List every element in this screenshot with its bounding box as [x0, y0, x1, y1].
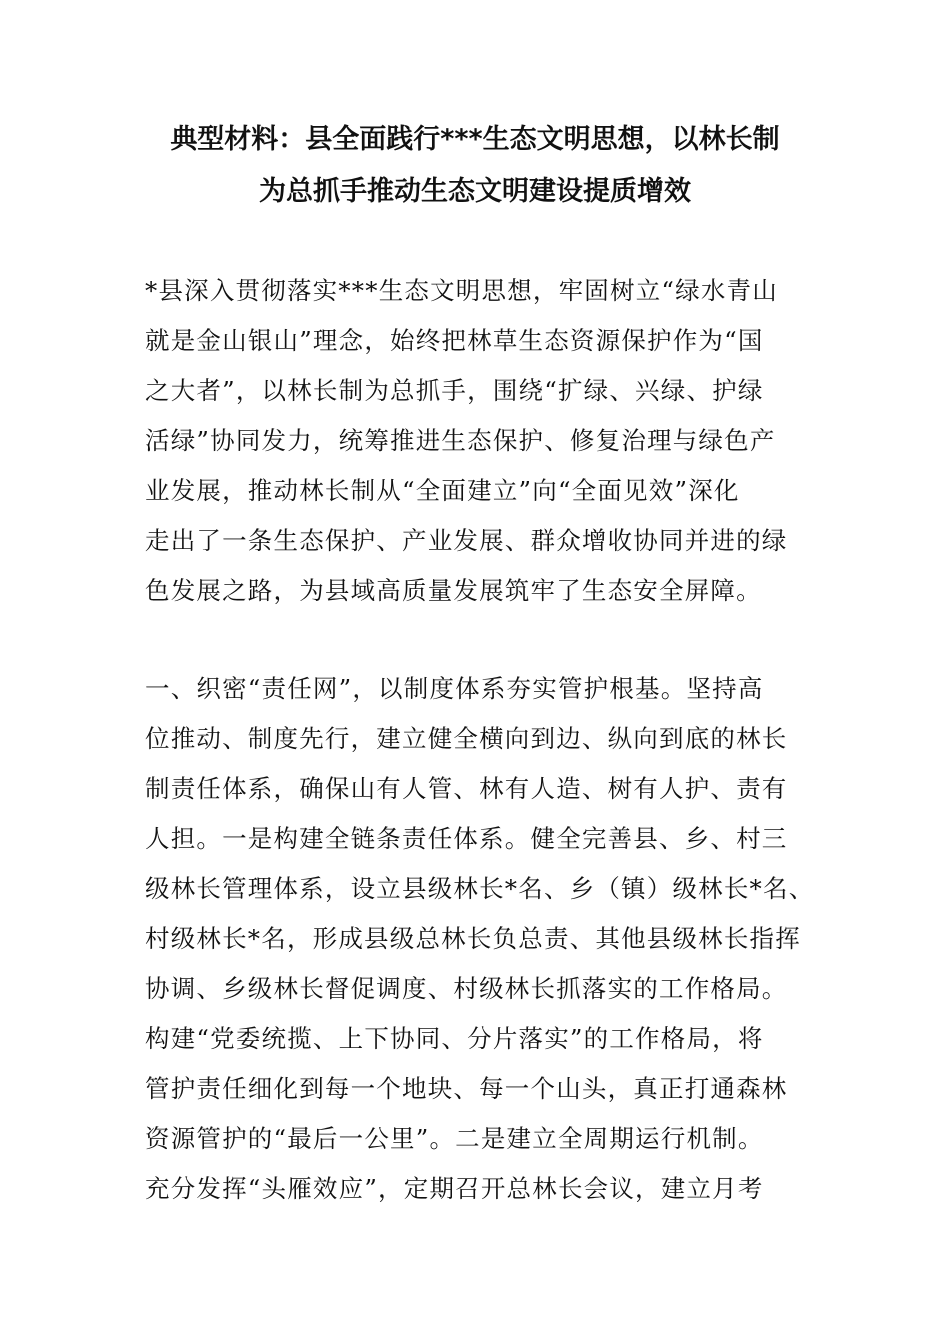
- intro-line: 色发展之路，为县域高质量发展筑牢了生态安全屏障。: [145, 576, 762, 605]
- section1-line: 构建“党委统揽、上下协同、分片落实”的工作格局，将: [145, 1024, 764, 1053]
- intro-line: 之大者”，以林长制为总抓手，围绕“扩绿、兴绿、护绿: [145, 376, 764, 405]
- section1-line: 级林长管理体系，设立县级林长*名、乡（镇）级林长*名、: [145, 874, 815, 903]
- section1-line: 村级林长*名，形成县级总林长负总责、其他县级林长指挥: [145, 924, 801, 953]
- intro-line: 走出了一条生态保护、产业发展、群众增收协同并进的绿: [145, 526, 788, 555]
- intro-line: *县深入贯彻落实***生态文明思想，牢固树立“绿水青山: [145, 276, 778, 305]
- intro-line: 就是金山银山”理念，始终把林草生态资源保护作为“国: [145, 326, 764, 355]
- section1-line: 管护责任细化到每一个地块、每一个山头，真正打通森林: [145, 1074, 788, 1103]
- section1-line: 制责任体系，确保山有人管、林有人造、树有人护、责有: [145, 774, 788, 803]
- section1-line: 一、织密“责任网”，以制度体系夯实管护根基。坚持高: [145, 674, 764, 703]
- document-title-line-2: 为总抓手推动生态文明建设提质增效: [259, 176, 691, 207]
- section1-line: 充分发挥“头雁效应”，定期召开总林长会议，建立月考: [145, 1174, 764, 1203]
- section1-line: 人担。一是构建全链条责任体系。健全完善县、乡、村三: [145, 824, 788, 853]
- section1-line: 资源管护的“最后一公里”。二是建立全周期运行机制。: [145, 1124, 764, 1153]
- intro-line: 业发展，推动林长制从“全面建立”向“全面见效”深化: [145, 476, 740, 505]
- section1-line: 位推动、制度先行，建立健全横向到边、纵向到底的林长: [145, 724, 788, 753]
- section1-line: 协调、乡级林长督促调度、村级林长抓落实的工作格局。: [145, 974, 788, 1003]
- intro-line: 活绿”协同发力，统筹推进生态保护、修复治理与绿色产: [145, 426, 776, 455]
- document-title-line-1: 典型材料：县全面践行***生态文明思想，以林长制: [170, 124, 780, 155]
